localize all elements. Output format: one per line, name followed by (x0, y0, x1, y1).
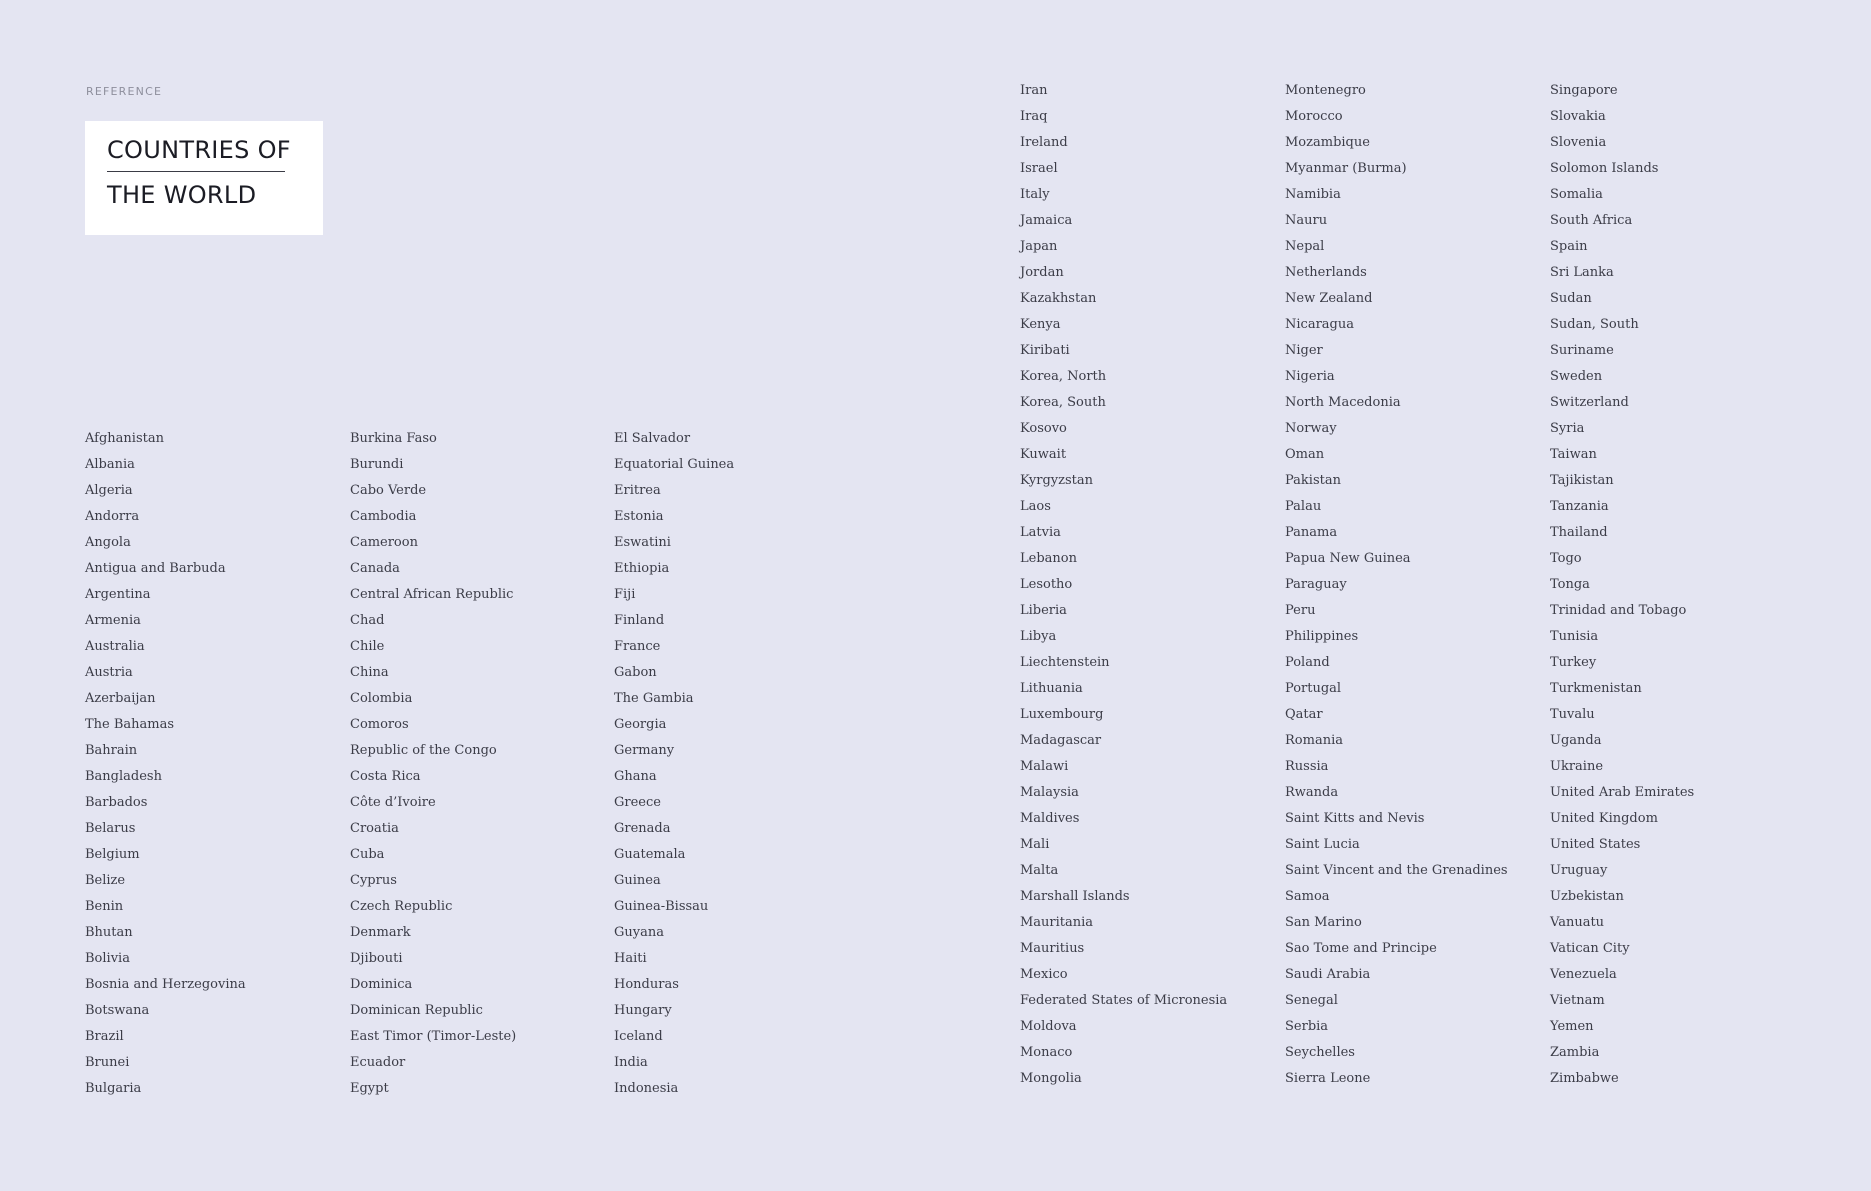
country-list-item: Czech Republic (350, 899, 453, 914)
country-list-item: Spain (1550, 239, 1588, 254)
country-list-item: Brunei (85, 1055, 130, 1070)
country-list-item: Cuba (350, 847, 385, 862)
country-list-item: Malaysia (1020, 785, 1079, 800)
country-list-item: Bhutan (85, 925, 133, 940)
country-list-item: Seychelles (1285, 1045, 1355, 1060)
country-list-item: Nigeria (1285, 369, 1335, 384)
country-list-item: Bangladesh (85, 769, 162, 784)
country-list-item: United States (1550, 837, 1641, 852)
country-list-item: Kosovo (1020, 421, 1067, 436)
country-list-item: Lithuania (1020, 681, 1083, 696)
country-list-item: Mauritius (1020, 941, 1085, 956)
country-list-item: North Macedonia (1285, 395, 1401, 410)
country-list-item: Sudan, South (1550, 317, 1639, 332)
country-list-item: France (614, 639, 661, 654)
country-list-item: Marshall Islands (1020, 889, 1130, 904)
country-list-item: Zimbabwe (1550, 1071, 1619, 1086)
country-list-item: Kiribati (1020, 343, 1070, 358)
country-list-item: Serbia (1285, 1019, 1329, 1034)
country-list-item: New Zealand (1285, 291, 1373, 306)
country-list-item: Netherlands (1285, 265, 1367, 280)
country-list-item: Dominican Republic (350, 1003, 483, 1018)
country-column-4 (1020, 78, 1227, 1092)
country-list-item: Korea, North (1020, 369, 1107, 384)
country-list-item: Malta (1020, 863, 1059, 878)
title-divider (107, 171, 285, 172)
country-list-item: Burkina Faso (350, 431, 437, 446)
country-list-item: Mauritania (1020, 915, 1094, 930)
country-list-item: Argentina (85, 587, 151, 602)
country-list-item: Uruguay (1550, 863, 1608, 878)
country-list-item: Myanmar (Burma) (1285, 161, 1407, 176)
country-list-item: Malawi (1020, 759, 1069, 774)
country-list-item: United Kingdom (1550, 811, 1658, 826)
country-list-item: Georgia (614, 717, 667, 732)
country-list-item: Federated States of Micronesia (1020, 993, 1228, 1008)
country-list-item: Bosnia and Herzegovina (85, 977, 246, 992)
section-eyebrow: REFERENCE (86, 85, 163, 98)
country-list-item: Uganda (1550, 733, 1602, 748)
country-list-item: Monaco (1020, 1045, 1073, 1060)
country-list-item: Jordan (1020, 265, 1064, 280)
country-list-item: Greece (614, 795, 661, 810)
country-list-item: Saint Lucia (1285, 837, 1360, 852)
page-title-line-2: THE WORLD (107, 181, 257, 209)
country-list-item: Tajikistan (1550, 473, 1614, 488)
country-list-item: Turkey (1550, 655, 1597, 670)
country-list-item: Haiti (614, 951, 647, 966)
country-list-item: Japan (1020, 239, 1058, 254)
country-list-item: Armenia (85, 613, 141, 628)
country-list-item: Nauru (1285, 213, 1328, 228)
country-list-item: Laos (1020, 499, 1051, 514)
country-list-item: Norway (1285, 421, 1337, 436)
country-list-item: Egypt (350, 1081, 389, 1096)
country-list-item: Cambodia (350, 509, 417, 524)
country-list-item: Ireland (1020, 135, 1068, 150)
country-list-item: Pakistan (1285, 473, 1341, 488)
country-list-item: Luxembourg (1020, 707, 1104, 722)
country-list-item: Mongolia (1020, 1071, 1082, 1086)
country-column-6 (1550, 78, 1694, 1092)
country-list-item: Iran (1020, 83, 1048, 98)
country-list-item: China (350, 665, 389, 680)
country-list-item: Chile (350, 639, 385, 654)
country-list-item: India (614, 1055, 648, 1070)
country-list-item: The Gambia (614, 691, 694, 706)
country-list-item: Djibouti (350, 951, 403, 966)
country-list-item: Vietnam (1550, 993, 1605, 1008)
country-list-item: Venezuela (1550, 967, 1617, 982)
country-list-item: Rwanda (1285, 785, 1339, 800)
country-list-item: Oman (1285, 447, 1325, 462)
country-list-item: Portugal (1285, 681, 1342, 696)
country-list-item: Cabo Verde (350, 483, 427, 498)
country-list-item: South Africa (1550, 213, 1633, 228)
country-list-item: Grenada (614, 821, 671, 836)
country-list-item: Slovakia (1550, 109, 1606, 124)
country-list-item: Comoros (350, 717, 409, 732)
country-list-item: Hungary (614, 1003, 672, 1018)
country-list-item: Dominica (350, 977, 413, 992)
country-list-item: Moldova (1020, 1019, 1077, 1034)
country-list-item: Angola (85, 535, 131, 550)
country-list-item: Kenya (1020, 317, 1061, 332)
country-list-item: East Timor (Timor-Leste) (350, 1029, 517, 1044)
country-list-item: Croatia (350, 821, 399, 836)
country-list-item: Korea, South (1020, 395, 1106, 410)
country-list-item: Australia (85, 639, 145, 654)
country-list-item: Gabon (614, 665, 657, 680)
country-list-item: Slovenia (1550, 135, 1607, 150)
country-list-item: Bulgaria (85, 1081, 142, 1096)
country-list-item: Tuvalu (1550, 707, 1595, 722)
country-list-item: Suriname (1550, 343, 1614, 358)
country-list-item: Barbados (85, 795, 148, 810)
country-list-item: Ecuador (350, 1055, 406, 1070)
country-list-item: Trinidad and Tobago (1550, 603, 1687, 618)
country-list-item: Guatemala (614, 847, 686, 862)
country-list-item: Burundi (350, 457, 404, 472)
country-list-item: San Marino (1285, 915, 1362, 930)
country-list-item: Indonesia (614, 1081, 679, 1096)
country-column-2 (350, 426, 516, 1102)
country-list-item: Finland (614, 613, 665, 628)
country-list-item: Mali (1020, 837, 1050, 852)
title-card (85, 121, 323, 235)
country-list-item: Eritrea (614, 483, 661, 498)
country-list-item: Liberia (1020, 603, 1067, 618)
country-list-item: Benin (85, 899, 124, 914)
country-list-item: Bolivia (85, 951, 130, 966)
page-title-line-1: COUNTRIES OF (107, 136, 291, 164)
country-list-item: Switzerland (1550, 395, 1629, 410)
country-list-item: Jamaica (1020, 213, 1073, 228)
country-list-item: Romania (1285, 733, 1343, 748)
country-list-item: Tanzania (1550, 499, 1609, 514)
country-list-item: United Arab Emirates (1550, 785, 1695, 800)
country-list-item: Sri Lanka (1550, 265, 1614, 280)
country-list-item: Eswatini (614, 535, 671, 550)
country-list-item: Equatorial Guinea (614, 457, 735, 472)
country-list-item: Fiji (614, 587, 636, 602)
country-list-item: Singapore (1550, 83, 1618, 98)
country-list-item: Madagascar (1020, 733, 1102, 748)
country-list-item: Nicaragua (1285, 317, 1354, 332)
country-list-item: Palau (1285, 499, 1322, 514)
country-list-item: Sweden (1550, 369, 1603, 384)
country-list-item: Lebanon (1020, 551, 1077, 566)
country-list-item: Syria (1550, 421, 1585, 436)
country-list-item: Cameroon (350, 535, 418, 550)
country-list-item: Colombia (350, 691, 413, 706)
country-list-item: Kyrgyzstan (1020, 473, 1093, 488)
country-list-item: Sao Tome and Principe (1285, 941, 1437, 956)
country-list-item: Maldives (1020, 811, 1080, 826)
country-list-item: Togo (1550, 551, 1582, 566)
country-list-item: Sierra Leone (1285, 1071, 1371, 1086)
country-list-item: Denmark (350, 925, 411, 940)
country-list-item: Estonia (614, 509, 664, 524)
country-list-item: Andorra (85, 509, 140, 524)
country-list-item: Azerbaijan (85, 691, 156, 706)
country-list-item: Samoa (1285, 889, 1330, 904)
country-list-item: Honduras (614, 977, 679, 992)
country-column-5 (1285, 78, 1508, 1092)
country-list-item: Austria (85, 665, 133, 680)
country-list-item: Namibia (1285, 187, 1341, 202)
country-list-item: Turkmenistan (1550, 681, 1642, 696)
country-list-item: Tunisia (1550, 629, 1599, 644)
country-list-item: Tonga (1550, 577, 1590, 592)
country-list-item: Solomon Islands (1550, 161, 1659, 176)
country-list-item: Lesotho (1020, 577, 1073, 592)
country-list-item: Montenegro (1285, 83, 1366, 98)
country-list-item: Liechtenstein (1020, 655, 1110, 670)
country-list-item: Ukraine (1550, 759, 1604, 774)
country-list-item: Botswana (85, 1003, 150, 1018)
country-list-item: Kazakhstan (1020, 291, 1097, 306)
country-list-item: Brazil (85, 1029, 124, 1044)
country-list-item: Côte d’Ivoire (350, 795, 436, 810)
country-list-item: Paraguay (1285, 577, 1347, 592)
country-list-item: Guyana (614, 925, 664, 940)
country-list-item: Sudan (1550, 291, 1592, 306)
country-list-item: Panama (1285, 525, 1338, 540)
country-list-item: Russia (1285, 759, 1329, 774)
country-list-item: Saint Kitts and Nevis (1285, 811, 1425, 826)
country-list-item: Costa Rica (350, 769, 421, 784)
country-list-item: Belarus (85, 821, 136, 836)
country-list-item: Somalia (1550, 187, 1603, 202)
country-list-item: Italy (1020, 187, 1050, 202)
country-list-item: Guinea-Bissau (614, 899, 709, 914)
country-list-item: Guinea (614, 873, 661, 888)
country-list-item: Germany (614, 743, 675, 758)
country-list-item: Saudi Arabia (1285, 967, 1371, 982)
country-list-item: Vatican City (1550, 941, 1630, 956)
country-list-item: El Salvador (614, 431, 691, 446)
country-list-item: Taiwan (1550, 447, 1597, 462)
country-list-item: Cyprus (350, 873, 397, 888)
country-list-item: Canada (350, 561, 400, 576)
country-list-item: Israel (1020, 161, 1058, 176)
country-list-item: Mexico (1020, 967, 1068, 982)
country-list-item: Senegal (1285, 993, 1338, 1008)
country-list-item: Nepal (1285, 239, 1325, 254)
country-list-item: Ethiopia (614, 561, 670, 576)
country-list-item: Antigua and Barbuda (85, 561, 226, 576)
country-list-item: Morocco (1285, 109, 1343, 124)
country-list-item: Chad (350, 613, 385, 628)
country-list-item: The Bahamas (85, 717, 175, 732)
country-list-item: Ghana (614, 769, 657, 784)
country-list-item: Bahrain (85, 743, 138, 758)
country-list-item: Belgium (85, 847, 140, 862)
country-list-item: Uzbekistan (1550, 889, 1624, 904)
country-list-item: Saint Vincent and the Grenadines (1285, 863, 1508, 878)
country-list-item: Afghanistan (85, 431, 164, 446)
country-column-1 (85, 426, 246, 1102)
country-list-item: Kuwait (1020, 447, 1067, 462)
country-list-item: Latvia (1020, 525, 1061, 540)
country-list-item: Mozambique (1285, 135, 1370, 150)
country-list-item: Qatar (1285, 707, 1323, 722)
country-list-item: Libya (1020, 629, 1057, 644)
country-list-item: Philippines (1285, 629, 1359, 644)
country-list-item: Belize (85, 873, 126, 888)
country-list-item: Vanuatu (1550, 915, 1605, 930)
country-list-item: Peru (1285, 603, 1316, 618)
country-list-item: Papua New Guinea (1285, 551, 1411, 566)
country-list-item: Iraq (1020, 109, 1048, 124)
country-list-item: Yemen (1550, 1019, 1594, 1034)
country-list-item: Thailand (1550, 525, 1608, 540)
country-list-item: Central African Republic (350, 587, 514, 602)
country-column-3 (614, 426, 734, 1102)
country-list-item: Republic of the Congo (350, 743, 497, 758)
country-list-item: Albania (85, 457, 135, 472)
country-list-item: Iceland (614, 1029, 663, 1044)
country-list-item: Zambia (1550, 1045, 1600, 1060)
country-list-item: Algeria (85, 483, 133, 498)
country-list-item: Poland (1285, 655, 1330, 670)
country-list-item: Niger (1285, 343, 1323, 358)
